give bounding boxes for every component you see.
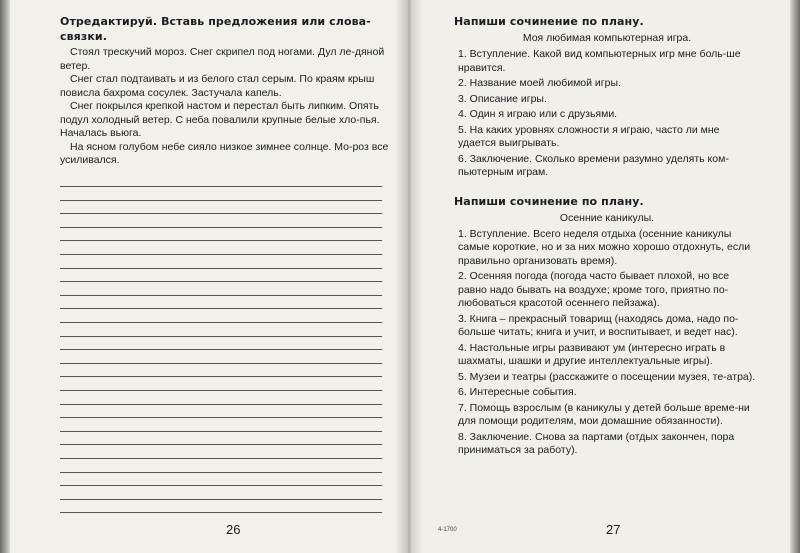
writing-lines [60, 174, 390, 514]
page-edge [0, 0, 10, 553]
writing-line [60, 432, 382, 446]
exercise-heading: Отредактируй. Вставь предложения или слова-связки. [60, 15, 371, 43]
writing-line [60, 255, 382, 269]
writing-line [60, 445, 382, 459]
page-number: 26 [226, 522, 241, 537]
writing-line [60, 337, 382, 351]
plan-item: 3. Книга – прекрасный товарищ (находясь дома, надо по-больше читать; книга и учит, и воспитывает, и ведет нас). [458, 312, 739, 338]
plan-heading: Напиши сочинение по плану. [454, 15, 644, 28]
writing-line [60, 486, 382, 500]
plan-item: 4. Один я играю или с друзьями. [458, 108, 618, 120]
plan-item: 7. Помощь взрослым (в каникулы у детей больше време-ни для помощи родителям, мои домашние обязанности). [458, 401, 750, 427]
writing-line [60, 364, 382, 378]
writing-line [60, 473, 382, 487]
writing-line [60, 187, 382, 201]
plan-item: 5. На каких уровнях сложности я играю, часто ли мне удается выигрывать. [458, 123, 720, 149]
writing-line [60, 323, 382, 337]
writing-line [60, 214, 382, 228]
plan-item: 1. Вступление. Всего неделя отдыха (осенние каникулы самые короткие, но и за них можно хорошо отдохнуть, если правильно организовать время). [458, 227, 751, 267]
plan-item: 3. Описание игры. [458, 92, 547, 105]
print-code: 4-1700 [438, 527, 457, 533]
plan-item: 5. Музеи и театры (расскажите о посещении музея, те-атра). [458, 370, 756, 383]
essay-title: Осенние каникулы. [559, 211, 655, 224]
writing-line [60, 418, 382, 432]
text-paragraph: Стоял трескучий мороз. Снег скрипел под ногами. Дул ле-дяной ветер. [60, 46, 385, 72]
writing-line [60, 350, 382, 364]
plan-item: 6. Интересные события. [458, 386, 577, 398]
writing-line [60, 228, 382, 242]
page-edge [790, 0, 800, 553]
writing-line [60, 282, 382, 296]
page-number: 27 [606, 522, 621, 537]
plan-heading: Напиши сочинение по плану. [454, 194, 644, 208]
text-paragraph: Снег покрылся крепкой настом и перестал быть липким. Опять подул холодный ветер. С неба повалили крупные белые хло-пья. Началась вьюга. [60, 100, 380, 139]
writing-line [60, 309, 382, 323]
text-paragraph: Снег стал подтаивать и из белого стал серым. По краям крыш повисла бахрома сосулек. Застучала капель. [60, 73, 375, 99]
writing-line [60, 377, 382, 391]
text-paragraph: На ясном голубом небе сияло низкое зимнее солнце. Мо-роз все усиливался. [60, 140, 389, 166]
plan-item: 1. Вступление. Какой вид компьютерных игр мне боль-ше нравится. [458, 48, 741, 74]
writing-line [60, 269, 382, 283]
writing-line [60, 459, 382, 473]
writing-line [60, 391, 382, 405]
writing-line [60, 500, 382, 514]
writing-line [60, 201, 382, 215]
writing-line [60, 174, 382, 188]
writing-line [60, 296, 382, 310]
plan-item: 2. Название моей любимой игры. [458, 77, 621, 89]
writing-line [60, 405, 382, 419]
plan-item: 2. Осенняя погода (погода часто бывает плохой, но все равно надо бывать на воздухе; кроме того, приятно по-любоваться красотой осеннего пейзажа). [458, 270, 730, 309]
essay-title: Моя любимая компьютерная игра. [522, 32, 692, 44]
right-page [408, 0, 800, 553]
writing-line [60, 241, 382, 255]
plan-item: 8. Заключение. Снова за партами (отдых закончен, пора приниматься за работу). [458, 430, 735, 456]
plan-item: 4. Настольные игры развивают ум (интересно играть в шахматы, шашки и другие интеллектуальные игры). [458, 341, 726, 367]
plan-item: 6. Заключение. Сколько времени разумно уделять ком-пьютерным играм. [458, 152, 729, 178]
